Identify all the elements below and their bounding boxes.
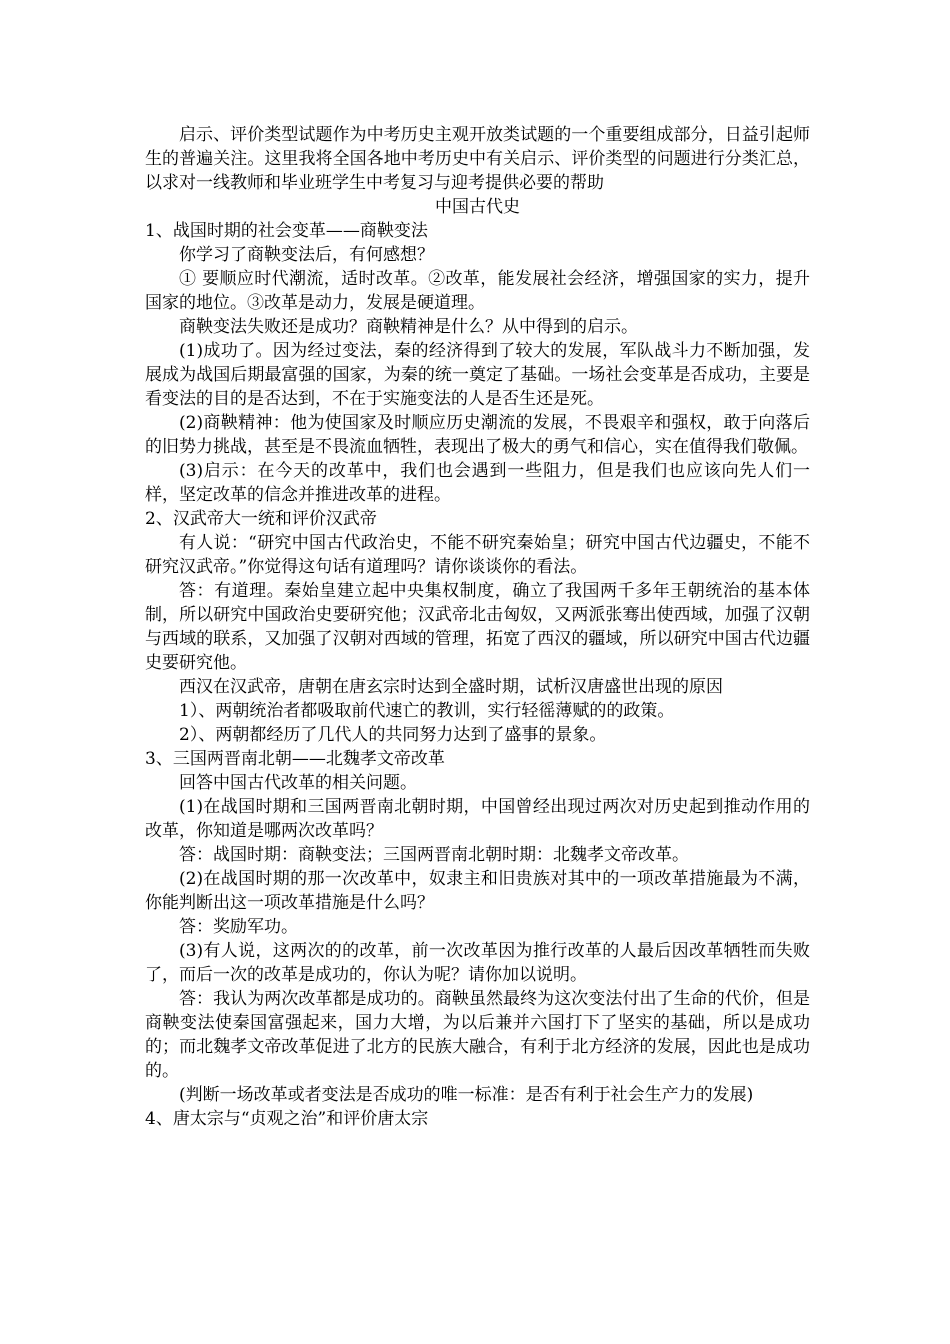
s1-question-1: 你学习了商鞅变法后，有何感想？: [179, 245, 434, 265]
document-page: [145, 123, 810, 1131]
intro-paragraph: 启示、评价类型试题作为中考历史主观开放类试题的一个重要组成部分，日益引起师生的普遍关注。这里我将全国各地中考历史中有关启示、评价类型的问题进行分类汇总，以求对一线教师和毕业班学生中考复习与迎考提供必要的帮助: [145, 125, 810, 193]
s3-question-3: (3)有人说，这两次的的改革，前一次改革因为推行改革的人最后因改革牺牲而失败了，而后一次的改革是成功的，你认为呢？请你加以说明。: [145, 941, 810, 985]
heading-section-2: 2、汉武帝大一统和评价汉武帝: [145, 509, 377, 529]
s3-answer-1: 答：战国时期：商鞅变法；三国两晋南北朝时期：北魏孝文帝改革。: [179, 845, 689, 865]
s1-answer-2-2: (2)商鞅精神：他为使国家及时顺应历史潮流的发展，不畏艰辛和强权，敢于向落后的旧势力挑战，甚至是不畏流血牺牲，表现出了极大的勇气和信心，实在值得我们敬佩。: [145, 413, 810, 457]
s2-answer-2-2: 2）、两朝都经历了几代人的共同努力达到了盛事的景象。: [179, 725, 607, 745]
s3-note: (判断一场改革或者变法是否成功的唯一标准：是否有利于社会生产力的发展): [179, 1085, 754, 1105]
s1-answer-1: ① 要顺应时代潮流，适时改革。②改革，能发展社会经济，增强国家的实力，提升国家的地位。③改革是动力，发展是硬道理。: [145, 269, 810, 313]
s3-question-1: (1)在战国时期和三国两晋南北朝时期，中国曾经出现过两次对历史起到推动作用的改革，你知道是哪两次改革吗？: [145, 797, 810, 841]
s3-answer-2: 答：奖励军功。: [179, 917, 298, 937]
s2-answer-1: 答：有道理。秦始皇建立起中央集权制度，确立了我国两千多年王朝统治的基本体制，所以研究中国政治史要研究他；汉武帝北击匈奴，又两派张骞出使西域，加强了汉朝与西域的联系，又加强了汉朝对西域的管理，拓宽了西汉的疆域，所以研究中国古代边疆史要研究他。: [145, 581, 810, 673]
s3-answer-3: 答：我认为两次改革都是成功的。商鞅虽然最终为这次变法付出了生命的代价，但是商鞅变法使秦国富强起来，国力大增，为以后兼并六国打下了坚实的基础，所以是成功的；而北魏孝文帝改革促进了北方的民族大融合，有利于北方经济的发展，因此也是成功的。: [145, 989, 810, 1081]
s3-question-0: 回答中国古代改革的相关问题。: [179, 773, 417, 793]
heading-section-1: 1、战国时期的社会变革——商鞅变法: [145, 221, 428, 241]
s1-answer-2-3: (3)启示：在今天的改革中，我们也会遇到一些阻力，但是我们也应该向先人们一样，坚定改革的信念并推进改革的进程。: [145, 461, 810, 505]
heading-section-4: 4、唐太宗与“贞观之治”和评价唐太宗: [145, 1109, 429, 1129]
s1-answer-2-1: (1)成功了。因为经过变法，秦的经济得到了较大的发展，军队战斗力不断加强，发展成为战国后期最富强的国家，为秦的统一奠定了基础。一场社会变革是否成功，主要是看变法的目的是否达到，不在于实施变法的人是否生还是死。: [145, 341, 810, 409]
s2-answer-2-1: 1）、两朝统治者都吸取前代速亡的教训，实行轻徭薄赋的的政策。: [179, 701, 675, 721]
heading-section-3: 3、三国两晋南北朝——北魏孝文帝改革: [145, 749, 445, 769]
s2-question-2: 西汉在汉武帝，唐朝在唐玄宗时达到全盛时期，试析汉唐盛世出现的原因: [179, 677, 723, 697]
section-subtitle: 中国古代史: [435, 197, 520, 217]
s1-question-2: 商鞅变法失败还是成功？商鞅精神是什么？从中得到的启示。: [179, 317, 638, 337]
s3-question-2: (2)在战国时期的那一次改革中，奴隶主和旧贵族对其中的一项改革措施最为不满，你能判断出这一项改革措施是什么吗？: [145, 869, 810, 913]
s2-question-1: 有人说：“研究中国古代政治史，不能不研究秦始皇；研究中国古代边疆史，不能不研究汉武帝。”你觉得这句话有道理吗？请你谈谈你的看法。: [145, 533, 810, 577]
